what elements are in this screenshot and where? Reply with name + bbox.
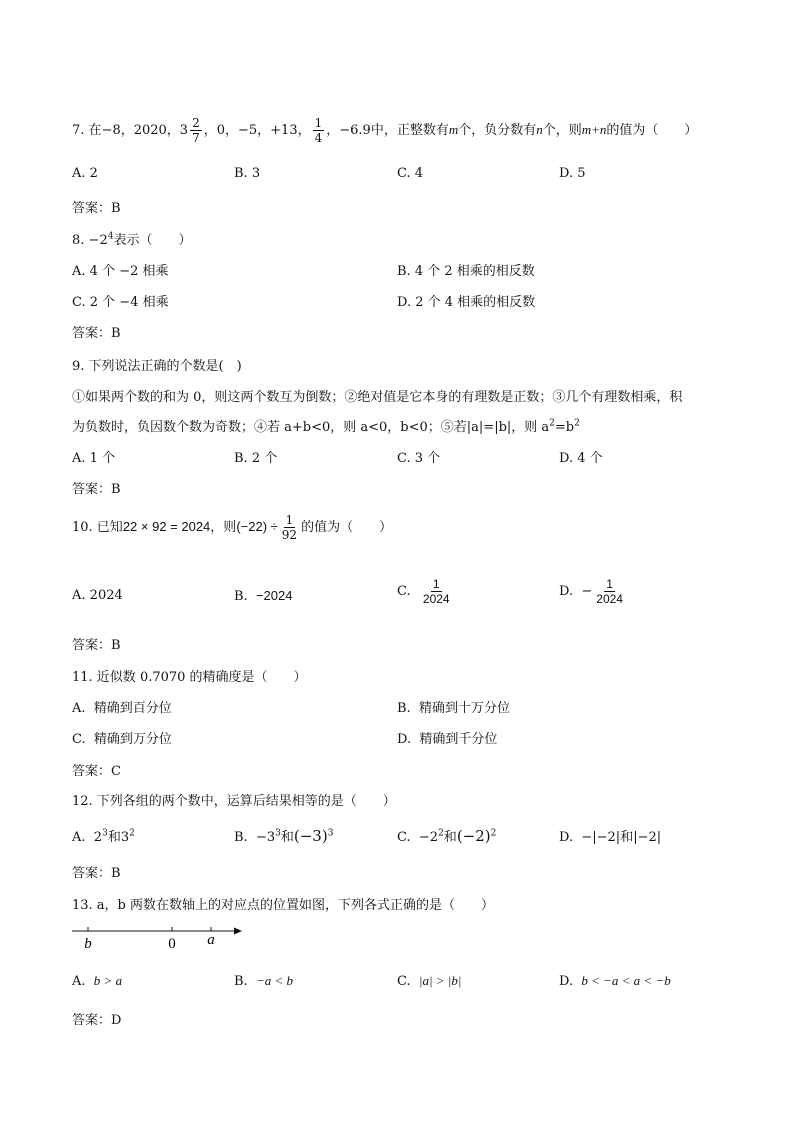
q7-option-b: B. 3: [234, 166, 261, 181]
q7-text: 个，负分数有: [458, 123, 537, 138]
q8-stem: [72, 229, 191, 248]
label-b: b: [84, 936, 92, 952]
q10-fraction: [280, 514, 299, 541]
q9-line1: ①如果两个数的和为 0，则这两个数互为倒数；②绝对值是它本身的有理数是正数；③几个有理数相乘，积: [72, 390, 683, 405]
q7-number: 7.: [72, 123, 85, 138]
q11-answer: 答案：C: [72, 764, 121, 779]
q11-stem: 11. 近似数 0.7070 的精确度是（ ）: [72, 670, 307, 685]
q10-expression: (−22) ÷: [236, 519, 278, 534]
q7-expr: m+n: [581, 122, 607, 137]
q10-option-c: C. $\frac{1}{2024}$: [397, 577, 450, 606]
q9-line2-text: =b: [554, 420, 575, 435]
q9-option-b: B. 2 个: [234, 451, 278, 466]
q10-text: ，则: [210, 520, 237, 535]
q10-frac-num: 1: [285, 513, 294, 527]
q10-text: 10. 已知: [72, 520, 123, 535]
q8-option-b: B. 4 个 2 相乘的相反数: [397, 264, 535, 279]
q13-option-c: C. |a| > |b|: [397, 973, 462, 989]
q10-d-num: 1: [606, 577, 613, 591]
q10-frac-den: 92: [281, 528, 298, 542]
q8-answer: 答案：B: [72, 326, 121, 341]
q8-base: −2: [88, 233, 108, 248]
q7-mixed-num: 2: [192, 116, 200, 130]
q7-option-c: C. 4: [397, 166, 424, 181]
q13-option-a: A. b > a: [72, 973, 123, 989]
q9-option-c: C. 3 个: [397, 451, 441, 466]
q10-c-num: 1: [432, 577, 440, 591]
q9-square: 2: [574, 418, 580, 429]
q9-square: 2: [549, 418, 555, 429]
q7-mixed-fraction: [190, 117, 202, 144]
q12-answer: 答案：B: [72, 866, 121, 881]
q7-text: 的值为（ ）: [606, 123, 698, 138]
q7-mixed-den: 7: [192, 131, 200, 145]
q12-option-d: D. −|−2|和|−2|: [559, 830, 662, 845]
q9-line2: [72, 416, 580, 435]
q7-text: 在: [88, 123, 102, 138]
q8-number: 8.: [72, 233, 85, 248]
q9-line2-text: 为负数时，负因数个数为奇数；④若 a+b<0，则 a<0，b<0；⑤若|a|=|b|，则 a: [72, 420, 550, 435]
q8-option-a: A. 4 个 −2 相乘: [72, 264, 169, 279]
q10-option-a: A. 2024: [72, 588, 123, 603]
q12-option-a: A. $2^3$和$3^2$: [72, 828, 135, 845]
q10-d-den: 2024: [596, 592, 623, 606]
q12-option-b: B. $-3^3$和$(-3)^3$: [234, 827, 334, 845]
q7-option-d: D. 5: [559, 166, 586, 181]
q8-text: 表示（ ）: [113, 233, 192, 248]
q13-option-d: D. b < −a < a < −b: [559, 973, 671, 989]
q7-text: ，0，−5，+13，: [203, 123, 311, 138]
q10-equation: 22 × 92 = 2024: [122, 519, 211, 534]
q7-var-m: m: [448, 122, 459, 137]
label-0: 0: [168, 936, 176, 952]
q7-answer: 答案：B: [72, 201, 121, 216]
q13-stem: 13. a，b 两数在数轴上的对应点的位置如图，下列各式正确的是（ ）: [72, 898, 495, 913]
q7-text: −8，2020，3: [101, 123, 189, 138]
q7-fraction: [313, 117, 325, 144]
q13-answer: 答案：D: [72, 1013, 122, 1028]
label-a: a: [207, 932, 215, 948]
number-line: [70, 920, 250, 952]
q8-option-d: D. 2 个 4 相乘的相反数: [397, 295, 536, 310]
q7-var-n: n: [536, 122, 543, 137]
q11-option-b: B. 精确到十万分位: [397, 701, 510, 716]
q9-stem: 9. 下列说法正确的个数是( ): [72, 359, 242, 374]
q11-option-a: A. 精确到百分位: [72, 701, 172, 716]
q7-option-a: A. 2: [72, 166, 98, 181]
q7-stem: [72, 117, 697, 144]
q12-option-c: C. $-2^2$和$(-2)^2$: [397, 827, 497, 845]
q8-option-c: C. 2 个 −4 相乘: [72, 295, 169, 310]
q10-option-b: B. −2024: [234, 588, 293, 604]
q7-text: ，−6.9中，正整数有: [326, 123, 449, 138]
q9-option-a: A. 1 个: [72, 451, 116, 466]
q9-option-d: D. 4 个: [559, 451, 603, 466]
q11-option-c: C. 精确到万分位: [72, 732, 172, 747]
q13-option-b: B. −a < b: [234, 973, 293, 989]
q10-answer: 答案：B: [72, 638, 121, 653]
q11-option-d: D. 精确到千分位: [397, 732, 498, 747]
q7-frac-den: 4: [314, 131, 323, 145]
q12-stem: 12. 下列各组的两个数中，运算后结果相等的是（ ）: [72, 794, 396, 809]
q10-stem: [72, 514, 392, 541]
q7-text: 个，则: [542, 123, 582, 138]
q9-answer: 答案：B: [72, 482, 121, 497]
q10-text: 的值为（ ）: [301, 520, 393, 535]
q10-option-d: D. − $\frac{1}{2024}$: [559, 577, 623, 606]
q10-c-den: 2024: [422, 592, 450, 606]
q8-exponent: 4: [107, 231, 114, 242]
q7-frac-num: 1: [314, 116, 323, 130]
number-line-arrow: [234, 928, 242, 935]
